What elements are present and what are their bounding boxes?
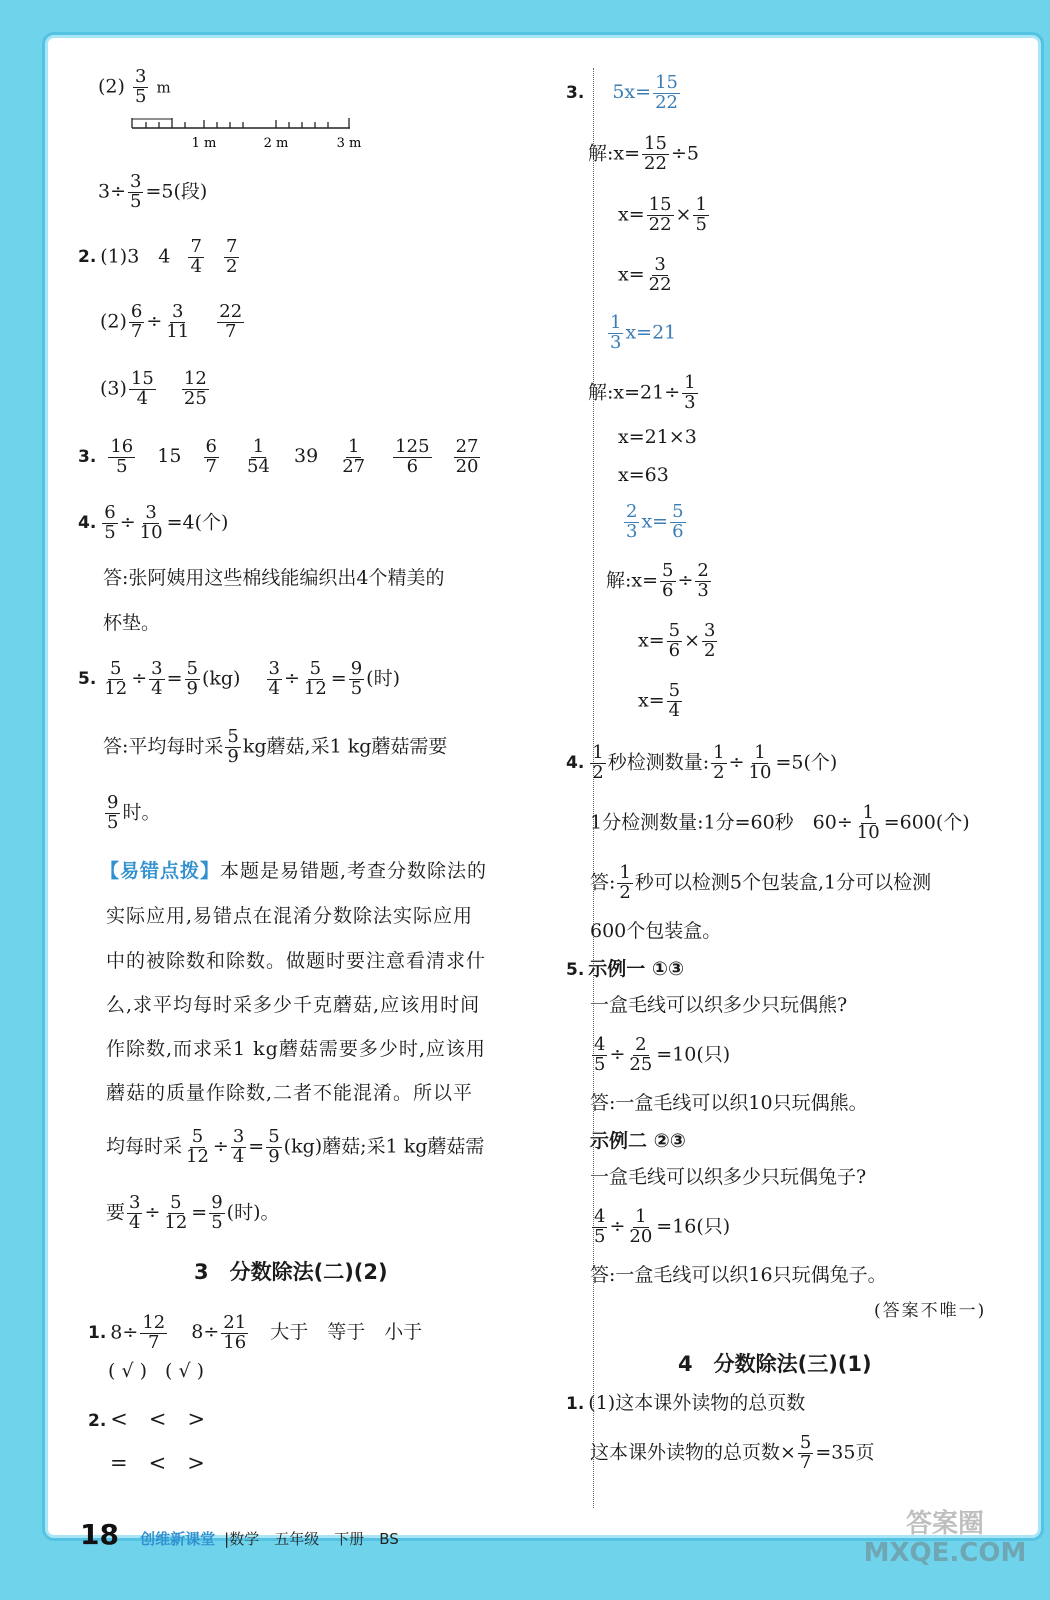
error-tip-label: 【易错点拨】: [100, 860, 221, 882]
q5-answer-line2: $\frac{9}{5}$ 时。: [107, 792, 161, 833]
section-4-title: 4 分数除法(三)(1): [678, 1352, 872, 1376]
r-q5-ex1-answer: 答:一盒毛线可以织10只玩偶熊。: [590, 1092, 868, 1114]
s4-q1-part1: 1. (1)这本课外读物的总页数: [566, 1392, 806, 1414]
r-q4-answer1: 答: $\frac{1}{2}$ 秒可以检测5个包装盒,1分可以检测: [590, 862, 932, 903]
r-q4-line2: 1分检测数量:1分=60秒 60÷ $\frac{1}{10}$ =600(个): [590, 802, 970, 843]
r-q5-note: (答案不唯一): [874, 1301, 987, 1321]
q2-part3: (3) $\frac{15}{4}$ $\frac{12}{25}$: [100, 368, 207, 409]
r-q3-eq1: 3. 5x= $\frac{15}{22}$: [566, 72, 678, 113]
r-eq2: $\frac{1}{3}$ x=21: [610, 312, 677, 353]
q4-calc: 4. $\frac{6}{5}$ ÷ $\frac{3}{10}$ =4(个): [78, 502, 229, 543]
error-tip-line1: 【易错点拨】本题是易错题,考查分数除法的: [100, 860, 488, 882]
r-q5-ex2-answer: 答:一盒毛线可以织16只玩偶兔子。: [590, 1264, 887, 1286]
r-q5-ex1-calc: $\frac{4}{5}$ ÷ $\frac{2}{25}$ =10(只): [594, 1034, 731, 1075]
q4-answer-line2: 杯垫。: [103, 612, 161, 634]
error-tip-line2: 实际应用,易错点在混淆分数除法实际应用: [106, 905, 474, 927]
worksheet-page: [48, 38, 1038, 1535]
q5-answer-line1: 答:平均每时采 $\frac{5}{9}$ kg蘑菇,采1 kg蘑菇需要: [103, 726, 448, 767]
q5-calc: 5. $\frac{5}{12}$ ÷ $\frac{3}{4}$ = $\frac{5}{9}$ (kg) $\frac{3}{4}$ ÷ $\frac{5}{12}$ = $\frac{9}{5}$ (时): [78, 658, 400, 699]
q2-part2: (2) $\frac{6}{7}$ ÷ $\frac{3}{11}$ $\frac{22}{7}$: [100, 301, 243, 342]
s3-q1: 1. 8÷ $\frac{12}{7}$ 8÷ $\frac{21}{16}$ 大于 等于 小于: [88, 1312, 423, 1353]
r-q4-line1: 4. $\frac{1}{2}$ 秒检测数量: $\frac{1}{2}$ ÷ $\frac{1}{10}$ =5(个): [566, 742, 838, 783]
error-tip-line4: 么,求平均每时采多少千克蘑菇,应该用时间: [106, 994, 481, 1016]
error-tip-line3: 中的被除数和除数。做题时要注意看清求什: [106, 950, 487, 972]
error-tip-line7: 均每时采 $\frac{5}{12}$ ÷ $\frac{3}{4}$ = $\frac{5}{9}$ (kg)蘑菇;采1 kg蘑菇需: [106, 1126, 485, 1167]
error-tip-line8: 要 $\frac{3}{4}$ ÷ $\frac{5}{12}$ = $\frac{9}{5}$ (时)。: [106, 1192, 280, 1233]
r-e3-step3: x= $\frac{5}{4}$: [638, 680, 681, 721]
r-q5-example2: 示例二 ②③: [590, 1130, 686, 1152]
r-q5-ex1-question: 一盒毛线可以织多少只玩偶熊?: [590, 994, 848, 1016]
s3-q2-row1: 2. < < >: [88, 1407, 206, 1431]
watermark: 答案圈 MXQE.COM: [863, 1509, 1027, 1568]
fraction: $\frac{3}{5}$: [134, 66, 147, 107]
ruler-label: 1 m: [191, 136, 217, 151]
r-e3-step1: 解:x= $\frac{5}{6}$ ÷ $\frac{2}{3}$: [606, 560, 709, 601]
r-q5-example1: 5. 示例一 ①③: [566, 958, 685, 980]
book-info: |数学 五年级 下册 BS: [224, 1530, 399, 1548]
page-number: 18: [80, 1518, 119, 1551]
error-tip-line5: 作除数,而求采1 kg蘑菇需要多少时,应该用: [106, 1038, 486, 1060]
r-q5-ex2-question: 一盒毛线可以织多少只玩偶兔子?: [590, 1166, 867, 1188]
r-eq3: $\frac{2}{3}$ x= $\frac{5}{6}$: [626, 501, 684, 542]
ruler-label: 2 m: [263, 136, 289, 151]
r-e1-step2: x= $\frac{15}{22}$ × $\frac{1}{5}$: [618, 194, 707, 235]
r-e2-step2: x=21×3: [618, 426, 697, 448]
column-divider: [593, 68, 594, 1508]
r-e2-step3: x=63: [618, 464, 669, 486]
q3-answers: 3. $\frac{16}{5}$ 15 $\frac{6}{7}$ $\frac{1}{54}$ 39 $\frac{1}{27}$ $\frac{125}{6}$ $\frac{27}{20}$: [78, 436, 479, 477]
r-e3-step2: x= $\frac{5}{6}$ × $\frac{3}{2}$: [638, 620, 716, 661]
s3-q2-row2: = < >: [110, 1451, 205, 1475]
page-footer: [80, 1518, 399, 1551]
ruler-label: 3 m: [336, 136, 362, 151]
section-3-title: 3 分数除法(二)(2): [194, 1260, 388, 1284]
r-e2-step1: 解:x=21÷ $\frac{1}{3}$: [588, 372, 696, 413]
r-q4-answer2: 600个包装盒。: [590, 920, 722, 942]
q1-calc: 3÷ $\frac{3}{5}$ =5(段): [98, 171, 208, 212]
r-q5-ex2-calc: $\frac{4}{5}$ ÷ $\frac{1}{20}$ =16(只): [594, 1206, 731, 1247]
r-e1-step1: 解:x= $\frac{15}{22}$ ÷5: [588, 133, 699, 174]
r-e1-step3: x= $\frac{3}{22}$: [618, 254, 672, 295]
brand-name: 创维新课堂: [140, 1530, 216, 1548]
q2-part1: 2. (1)3 4 $\frac{7}{4}$ $\frac{7}{2}$: [78, 236, 238, 277]
error-tip-line6: 蘑菇的质量作除数,二者不能混淆。所以平: [106, 1082, 474, 1104]
q1-2-line: (2) $\frac{3}{5}$ m: [98, 66, 171, 107]
number-line-ruler: [128, 114, 368, 152]
s3-q1-checks: ( √ ) ( √ ): [108, 1360, 205, 1382]
q4-answer-line1: 答:张阿姨用这些棉线能编织出4个精美的: [103, 567, 445, 589]
s4-q1-eq: 这本课外读物的总页数× $\frac{5}{7}$ =35页: [590, 1432, 875, 1473]
